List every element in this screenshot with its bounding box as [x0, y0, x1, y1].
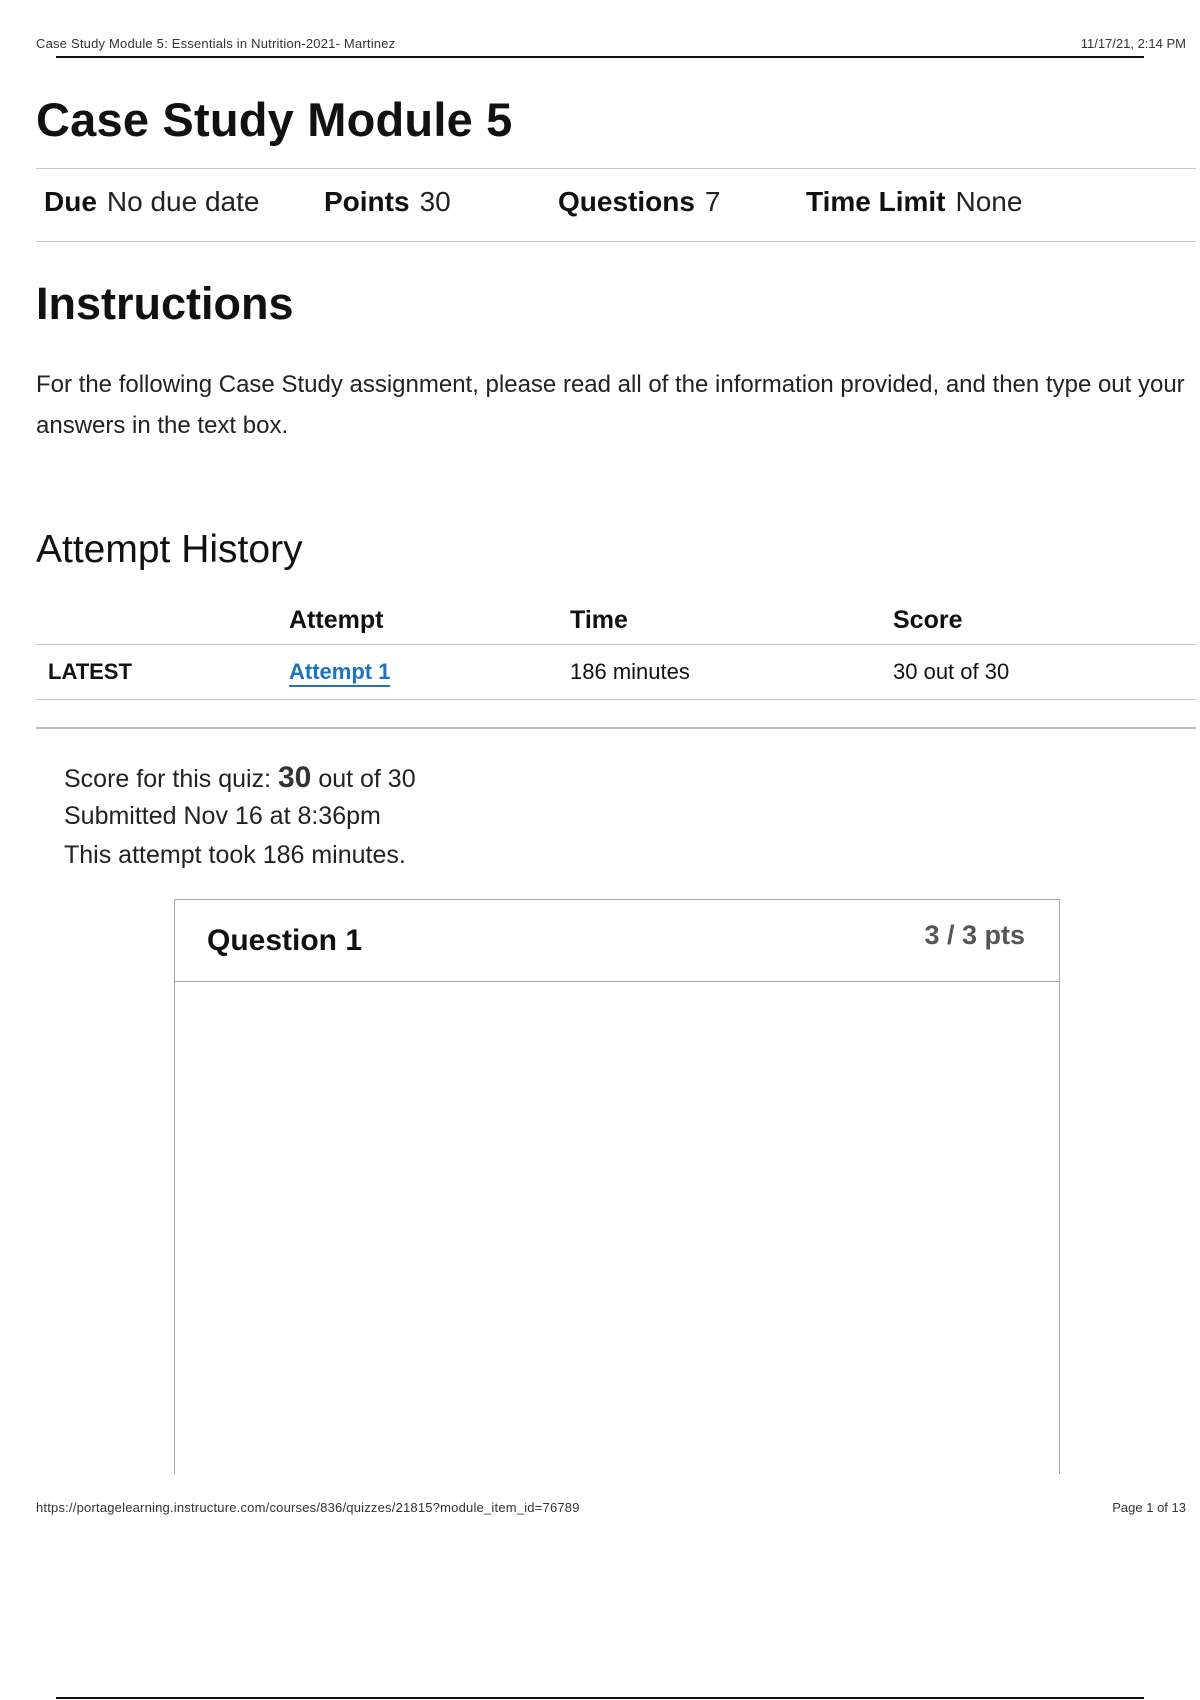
page-title: Case Study Module 5 [36, 93, 513, 146]
meta-due-label: Due [44, 186, 97, 217]
table-row [36, 644, 1196, 700]
column-header-time: Time [570, 606, 628, 634]
print-header-title: Case Study Module 5: Essentials in Nutrition-2021- Martinez [36, 36, 396, 51]
attempt-1-link[interactable]: Attempt 1 [289, 659, 390, 687]
score-value: 30 [277, 761, 312, 794]
latest-label: LATEST [48, 659, 132, 684]
quiz-meta-row [36, 168, 1196, 238]
instructions-heading: Instructions [36, 278, 294, 329]
meta-bottom-divider [36, 241, 1196, 242]
attempt-history-table [36, 596, 1196, 700]
print-footer [36, 1500, 1186, 1520]
meta-questions-label: Questions [558, 186, 695, 217]
meta-points [324, 186, 451, 218]
section-divider [36, 727, 1196, 729]
question-card [174, 899, 1060, 1474]
meta-questions [558, 186, 721, 218]
quiz-summary [64, 758, 416, 875]
header-rule [56, 56, 1144, 58]
meta-points-value: 30 [419, 186, 451, 217]
meta-due [44, 186, 259, 218]
next-page-header-rule [56, 1697, 1144, 1699]
quiz-score-line [64, 758, 416, 797]
meta-time-limit-label: Time Limit [806, 186, 946, 217]
submitted-line: Submitted Nov 16 at 8:36pm [64, 802, 381, 830]
print-header-datetime: 11/17/21, 2:14 PM [1080, 36, 1186, 51]
question-points: 3 / 3 pts [924, 920, 1025, 950]
score-cell: 30 out of 30 [893, 659, 1010, 684]
print-header [36, 36, 1186, 56]
print-footer-page: Page 1 of 13 [1112, 1500, 1186, 1515]
question-header [175, 900, 1059, 982]
attempt-history-header-row [36, 596, 1196, 644]
meta-questions-value: 7 [704, 186, 721, 217]
print-footer-url: https://portagelearning.instructure.com/courses/836/quizzes/21815?module_item_id=76789 [36, 1500, 580, 1515]
meta-time-limit-value: None [955, 186, 1023, 217]
score-suffix: out of 30 [318, 765, 416, 793]
meta-time-limit [806, 186, 1022, 218]
attempt-history-heading: Attempt History [36, 528, 303, 571]
meta-due-value: No due date [106, 186, 260, 217]
instructions-text: For the following Case Study assignment, please read all of the information provided, and then type out your answers in the text box. [36, 371, 1185, 439]
score-prefix: Score for this quiz: [64, 765, 272, 793]
column-header-score: Score [893, 606, 963, 634]
time-cell: 186 minutes [570, 659, 690, 684]
question-title: Question 1 [207, 924, 363, 957]
attempt-cell [289, 659, 390, 685]
meta-points-label: Points [324, 186, 410, 217]
duration-line: This attempt took 186 minutes. [64, 841, 406, 869]
column-header-attempt: Attempt [289, 606, 384, 634]
